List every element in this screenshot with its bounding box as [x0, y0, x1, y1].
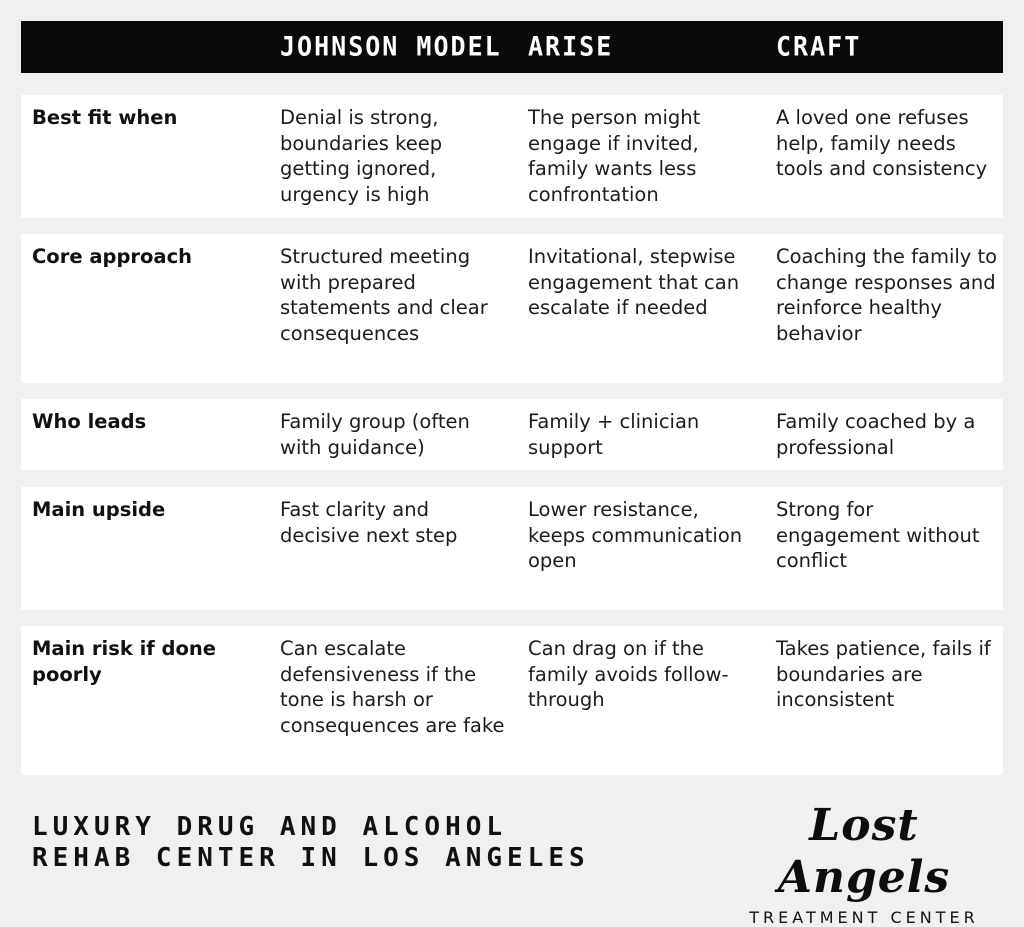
header-arise: ARISE: [528, 31, 614, 62]
brand-logo: [733, 800, 995, 927]
row-label: Main upside: [32, 498, 166, 521]
cell-johnson: Fast clarity and decisive next step: [280, 498, 458, 547]
cell-arise: Can drag on if the family avoids follow-through: [528, 637, 729, 711]
row-label: Main risk if done poorly: [32, 637, 217, 686]
table-row: [21, 626, 1003, 775]
cell-craft: Coaching the family to change responses and reinforce healthy behavior: [776, 245, 998, 345]
cell-arise: Invitational, stepwise engagement that can escalate if needed: [528, 245, 740, 319]
table-row: [21, 234, 1003, 383]
row-label: Who leads: [32, 410, 147, 433]
table-row: [21, 399, 1003, 470]
tagline-line-1: LUXURY DRUG AND ALCOHOL: [32, 812, 508, 842]
cell-johnson: Can escalate defensiveness if the tone is harsh or consequences are fake: [280, 637, 505, 737]
row-label: Core approach: [32, 245, 193, 268]
cell-johnson: Family group (often with guidance): [280, 410, 470, 459]
logo-subtitle: TREATMENT CENTER: [749, 908, 979, 927]
cell-craft: Strong for engagement without conflict: [776, 498, 980, 572]
header-craft: CRAFT: [776, 31, 862, 62]
cell-arise: The person might engage if invited, family wants less confrontation: [528, 106, 701, 206]
logo-wordmark: Lost Angels: [777, 800, 951, 903]
footer-tagline: [32, 812, 590, 874]
cell-craft: A loved one refuses help, family needs tools and consistency: [776, 106, 988, 180]
table-row: [21, 95, 1003, 218]
cell-arise: Lower resistance, keeps communication open: [528, 498, 743, 572]
header-johnson-model: JOHNSON MODEL: [280, 31, 502, 62]
cell-craft: Takes patience, fails if boundaries are inconsistent: [776, 637, 991, 711]
tagline-line-2: REHAB CENTER IN LOS ANGELES: [32, 843, 590, 873]
cell-craft: Family coached by a professional: [776, 410, 976, 459]
cell-johnson: Structured meeting with prepared statements and clear consequences: [280, 245, 488, 345]
table-header: [21, 21, 1003, 73]
cell-arise: Family + clinician support: [528, 410, 700, 459]
row-label: Best fit when: [32, 106, 178, 129]
cell-johnson: Denial is strong, boundaries keep getting ignored, urgency is high: [280, 106, 443, 206]
table-row: [21, 487, 1003, 610]
